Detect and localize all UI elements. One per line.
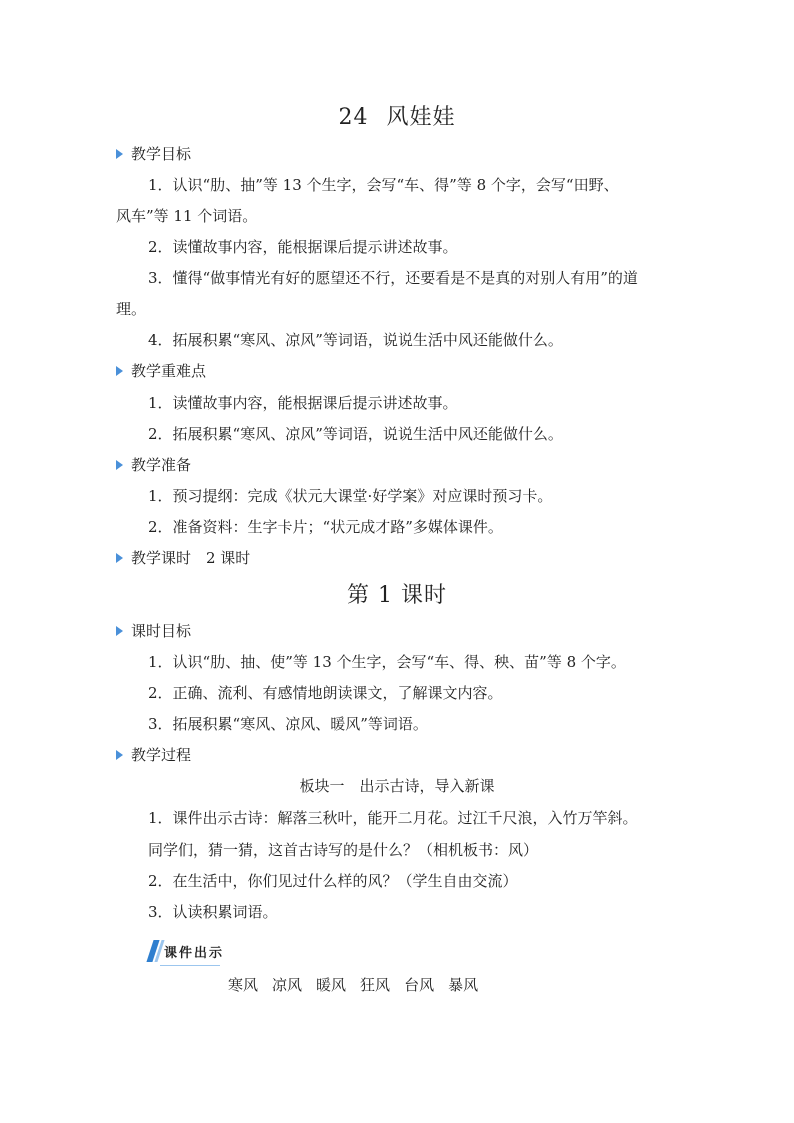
triangle-bullet-icon bbox=[116, 750, 123, 760]
lesson-goal-1: 1．认识“肋、抽、使”等 13 个生字，会写“车、得、秧、苗”等 8 个字。 bbox=[148, 653, 626, 671]
page-title bbox=[0, 104, 794, 132]
step-1-line-2: 同学们，猜一猜，这首古诗写的是什么？（相机板书：风） bbox=[148, 841, 539, 859]
section-heading-goals: 教学目标 bbox=[116, 144, 191, 164]
courseware-tag bbox=[150, 938, 240, 962]
goal-4: 4．拓展积累“寒风、凉风”等词语，说说生活中风还能做什么。 bbox=[148, 331, 563, 349]
word-item: 暖风 bbox=[316, 976, 347, 994]
section-heading-prep: 教学准备 bbox=[116, 455, 191, 475]
word-list bbox=[228, 975, 492, 995]
goal-1-line-2: 风车”等 11 个词语。 bbox=[116, 207, 258, 225]
word-item: 凉风 bbox=[272, 976, 303, 994]
lesson-goal-2: 2．正确、流利、有感情地朗读课文，了解课文内容。 bbox=[148, 684, 503, 702]
triangle-bullet-icon bbox=[116, 553, 123, 563]
section-heading-keypoints: 教学重难点 bbox=[116, 361, 206, 381]
block-heading: 板块一 出示古诗，导入新课 bbox=[299, 777, 495, 795]
triangle-bullet-icon bbox=[116, 626, 123, 636]
lesson-title: 风娃娃 bbox=[386, 105, 456, 130]
word-item: 寒风 bbox=[228, 976, 259, 994]
keypoint-2: 2．拓展积累“寒风、凉风”等词语，说说生活中风还能做什么。 bbox=[148, 425, 563, 443]
step-3: 3．认读积累词语。 bbox=[148, 903, 278, 921]
goal-3-line-2: 理。 bbox=[116, 300, 147, 318]
keypoint-1: 1．读懂故事内容，能根据课后提示讲述故事。 bbox=[148, 394, 458, 412]
triangle-bullet-icon bbox=[116, 366, 123, 376]
lesson-subtitle: 第 1 课时 bbox=[347, 583, 447, 608]
section-heading-process: 教学过程 bbox=[116, 745, 191, 765]
triangle-bullet-icon bbox=[116, 460, 123, 470]
prep-2: 2．准备资料：生字卡片；“状元成才路”多媒体课件。 bbox=[148, 518, 503, 536]
section-heading-lesson-goals: 课时目标 bbox=[116, 621, 191, 641]
section-heading-hours: 教学课时 2 课时 bbox=[116, 548, 250, 568]
courseware-label: 课件出示 bbox=[164, 946, 225, 961]
step-1-line-1: 1．课件出示古诗：解落三秋叶，能开二月花。过江千尺浪，入竹万竿斜。 bbox=[148, 809, 638, 827]
goal-3-line-1: 3．懂得“做事情光有好的愿望还不行，还要看是不是真的对别人有用”的道 bbox=[148, 269, 638, 287]
goal-1-line-1: 1．认识“肋、抽”等 13 个生字，会写“车、得”等 8 个字，会写“田野、 bbox=[148, 176, 619, 194]
word-item: 狂风 bbox=[360, 976, 391, 994]
triangle-bullet-icon bbox=[116, 149, 123, 159]
word-item: 台风 bbox=[404, 976, 435, 994]
lesson-number: 24 bbox=[338, 105, 369, 130]
step-2: 2．在生活中，你们见过什么样的风？（学生自由交流） bbox=[148, 872, 518, 890]
prep-1: 1．预习提纲：完成《状元大课堂·好学案》对应课时预习卡。 bbox=[148, 487, 553, 505]
goal-2: 2．读懂故事内容，能根据课后提示讲述故事。 bbox=[148, 238, 458, 256]
lesson-goal-3: 3．拓展积累“寒风、凉风、暖风”等词语。 bbox=[148, 715, 428, 733]
word-item: 暴风 bbox=[448, 976, 479, 994]
